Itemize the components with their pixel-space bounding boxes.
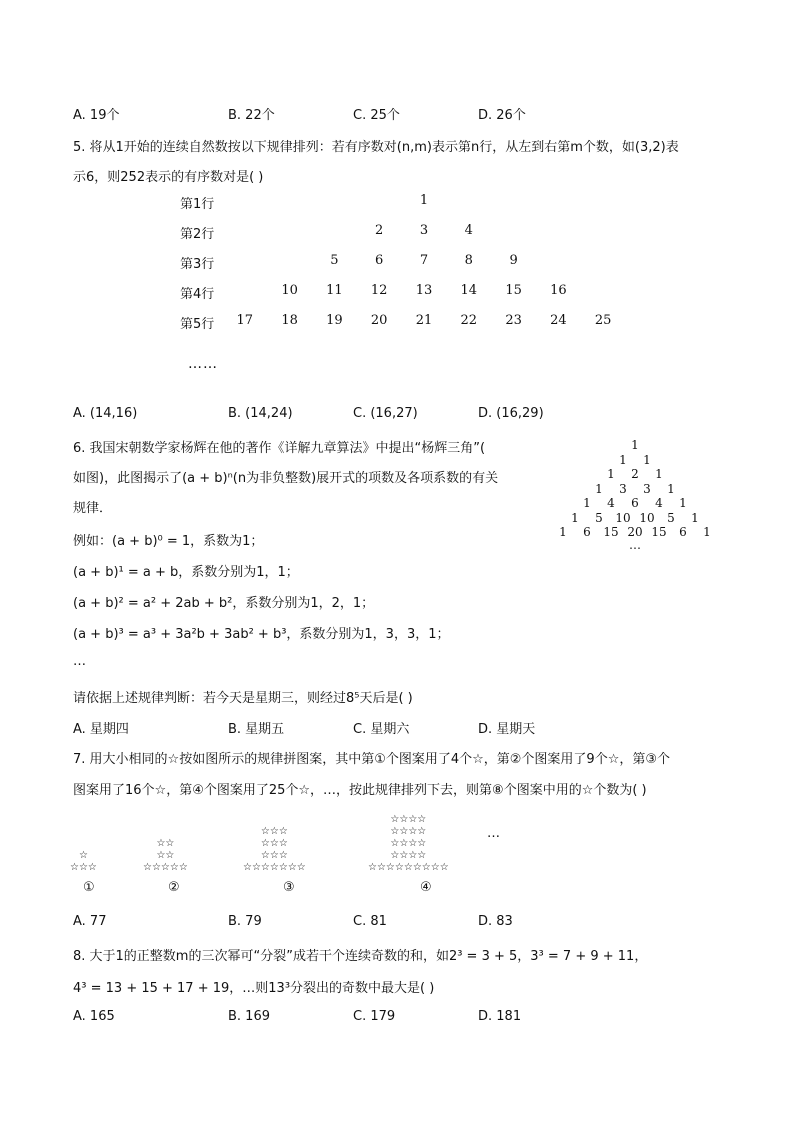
triangle-number: 10: [615, 510, 631, 525]
q5-row-label: 第4行: [180, 287, 215, 302]
q5-number-cell: 5: [330, 253, 339, 268]
triangle-number: 6: [583, 525, 591, 539]
q5-row-label: 第2行: [180, 227, 215, 242]
q7-option-c: C. 81: [353, 914, 387, 929]
q5-number-cell: 24: [550, 313, 567, 328]
q6-question: 请依据上述规律判断：若今天是星期三，则经过8⁵天后是( ): [73, 691, 413, 706]
q5-number-cell: 12: [370, 283, 388, 298]
figure-more: …: [487, 826, 500, 841]
q8-stem-line1: 8. 大于1的正整数m的三次幂可“分裂”成若干个连续奇数的和，如2³ = 3 + 5，3³ = 7 + 9 + 11，: [73, 949, 648, 964]
q8-option-b: B. 169: [228, 1009, 270, 1024]
star-pattern-4: ☆☆☆☆ ☆☆☆☆ ☆☆☆☆ ☆☆☆☆ ☆☆☆☆☆☆☆☆☆: [368, 814, 449, 873]
q6-example-3: (a + b)³ = a³ + 3a²b + 3ab² + b³，系数分别为1，3，3，1；: [73, 627, 450, 642]
star-pattern-2: ☆☆ ☆☆ ☆☆☆☆☆: [143, 838, 188, 873]
triangle-ellipsis: …: [629, 537, 641, 552]
q5-number-cell: 19: [326, 313, 343, 328]
q5-number-cell: 2: [375, 223, 384, 238]
q6-stem-line2: 如图)，此图揭示了(a + b)ⁿ(n为非负整数)展开式的项数及各项系数的有关: [73, 471, 499, 486]
q6-option-a: A. 星期四: [73, 722, 129, 737]
q4-option-a: A. 19个: [73, 108, 120, 123]
figure-label-1: ①: [83, 880, 95, 895]
triangle-number: 4: [655, 496, 663, 510]
q5-ellipsis: ……: [188, 356, 218, 372]
star-pattern-1: ☆ ☆☆☆: [70, 850, 97, 873]
q5-number-cell: 3: [419, 223, 429, 238]
triangle-number: 20: [627, 525, 643, 539]
triangle-number: 15: [651, 525, 667, 539]
triangle-number: 1: [619, 452, 627, 467]
triangle-number: 1: [595, 481, 603, 496]
q5-number-cell: 1: [419, 193, 429, 208]
q8-stem-line2: 4³ = 13 + 15 + 17 + 19，…则13³分裂出的奇数中最大是( ): [73, 981, 435, 996]
q6-stem-line3: 规律．: [73, 501, 113, 516]
figure-label-3: ③: [283, 880, 295, 895]
triangle-number: 1: [679, 496, 687, 510]
q4-option-b: B. 22个: [228, 108, 275, 123]
q5-option-b: B. (14,24): [228, 406, 293, 421]
q8-option-d: D. 181: [478, 1009, 522, 1024]
triangle-number: 1: [691, 510, 699, 525]
triangle-number: 4: [607, 496, 615, 510]
q5-number-cell: 18: [281, 313, 298, 328]
triangle-number: 3: [643, 481, 651, 496]
q5-number-cell: 7: [419, 253, 429, 268]
triangle-number: 1: [631, 438, 639, 452]
figure-label-2: ②: [168, 880, 180, 895]
triangle-number: 2: [631, 467, 639, 481]
q7-stem-line2: 图案用了16个☆，第④个图案用了25个☆，…，按此规律排列下去，则第⑧个图案中用的☆个数为( ): [73, 783, 647, 798]
q5-number-cell: 10: [281, 283, 298, 298]
q6-stem-line1: 6. 我国宋朝数学家杨辉在他的著作《详解九章算法》中提出“杨辉三角”(: [73, 441, 486, 456]
q5-number-cell: 15: [505, 283, 522, 298]
q5-number-cell: 14: [460, 283, 478, 298]
q6-ellipsis: …: [73, 654, 86, 669]
triangle-number: 1: [583, 496, 591, 510]
q5-option-c: C. (16,27): [353, 406, 418, 421]
q5-number-cell: 8: [464, 253, 473, 268]
q6-option-b: B. 星期五: [228, 722, 285, 737]
q6-example-2: (a + b)² = a² + 2ab + b²，系数分别为1，2，1；: [73, 596, 375, 611]
q5-row-label: 第3行: [180, 257, 215, 272]
q5-number-cell: 4: [464, 223, 473, 238]
triangle-number: 6: [631, 496, 639, 510]
q5-stem-line1: 5. 将从1开始的连续自然数按以下规律排列：若有序数对(n,m)表示第n行，从左到右第m个数，如(3,2)表: [73, 140, 679, 155]
q6-option-d: D. 星期天: [478, 722, 536, 737]
triangle-number: 5: [595, 510, 603, 525]
q5-number-cell: 13: [415, 283, 433, 298]
triangle-number: 10: [639, 510, 655, 525]
q6-example-1: (a + b)¹ = a + b，系数分别为1，1；: [73, 565, 299, 580]
q6-option-c: C. 星期六: [353, 722, 410, 737]
q7-option-b: B. 79: [228, 914, 262, 929]
q5-number-cell: 9: [509, 253, 518, 268]
q7-stem-line1: 7. 用大小相同的☆按如图所示的规律拼图案，其中第①个图案用了4个☆，第②个图案用了9个☆，第③个: [73, 752, 671, 767]
figure-label-4: ④: [420, 880, 432, 895]
q5-stem-line2: 示6，则252表示的有序数对是( ): [73, 170, 264, 185]
triangle-number: 1: [655, 467, 663, 481]
q5-number-cell: 17: [236, 313, 254, 328]
q5-row-label: 第1行: [180, 197, 215, 212]
star-pattern-3: ☆☆☆ ☆☆☆ ☆☆☆ ☆☆☆☆☆☆☆: [243, 826, 306, 873]
q5-number-cell: 16: [550, 283, 567, 298]
q5-number-cell: 6: [375, 253, 384, 268]
triangle-number: 5: [667, 510, 675, 525]
q8-option-a: A. 165: [73, 1009, 115, 1024]
triangle-number: 1: [703, 525, 711, 539]
q5-row-label: 第5行: [180, 317, 215, 332]
q6-example-0: 例如：(a + b)⁰ = 1，系数为1；: [73, 534, 264, 549]
q5-option-a: A. (14,16): [73, 406, 138, 421]
q7-option-a: A. 77: [73, 914, 107, 929]
q5-number-cell: 22: [460, 313, 478, 328]
triangle-number: 1: [571, 510, 579, 525]
q7-option-d: D. 83: [478, 914, 513, 929]
q5-number-cell: 21: [415, 313, 433, 328]
triangle-number: 6: [679, 525, 687, 539]
triangle-number: 15: [603, 525, 619, 539]
q8-option-c: C. 179: [353, 1009, 396, 1024]
triangle-number: 1: [667, 481, 675, 496]
q5-number-cell: 20: [370, 313, 388, 328]
q4-option-c: C. 25个: [353, 108, 400, 123]
triangle-number: 1: [559, 525, 567, 539]
q4-option-d: D. 26个: [478, 108, 526, 123]
triangle-number: 3: [619, 481, 627, 496]
q5-number-cell: 11: [326, 283, 343, 298]
triangle-number: 1: [643, 452, 651, 467]
q5-number-cell: 23: [505, 313, 522, 328]
q5-number-cell: 25: [594, 313, 612, 328]
q5-option-d: D. (16,29): [478, 406, 544, 421]
triangle-number: 1: [607, 467, 615, 481]
